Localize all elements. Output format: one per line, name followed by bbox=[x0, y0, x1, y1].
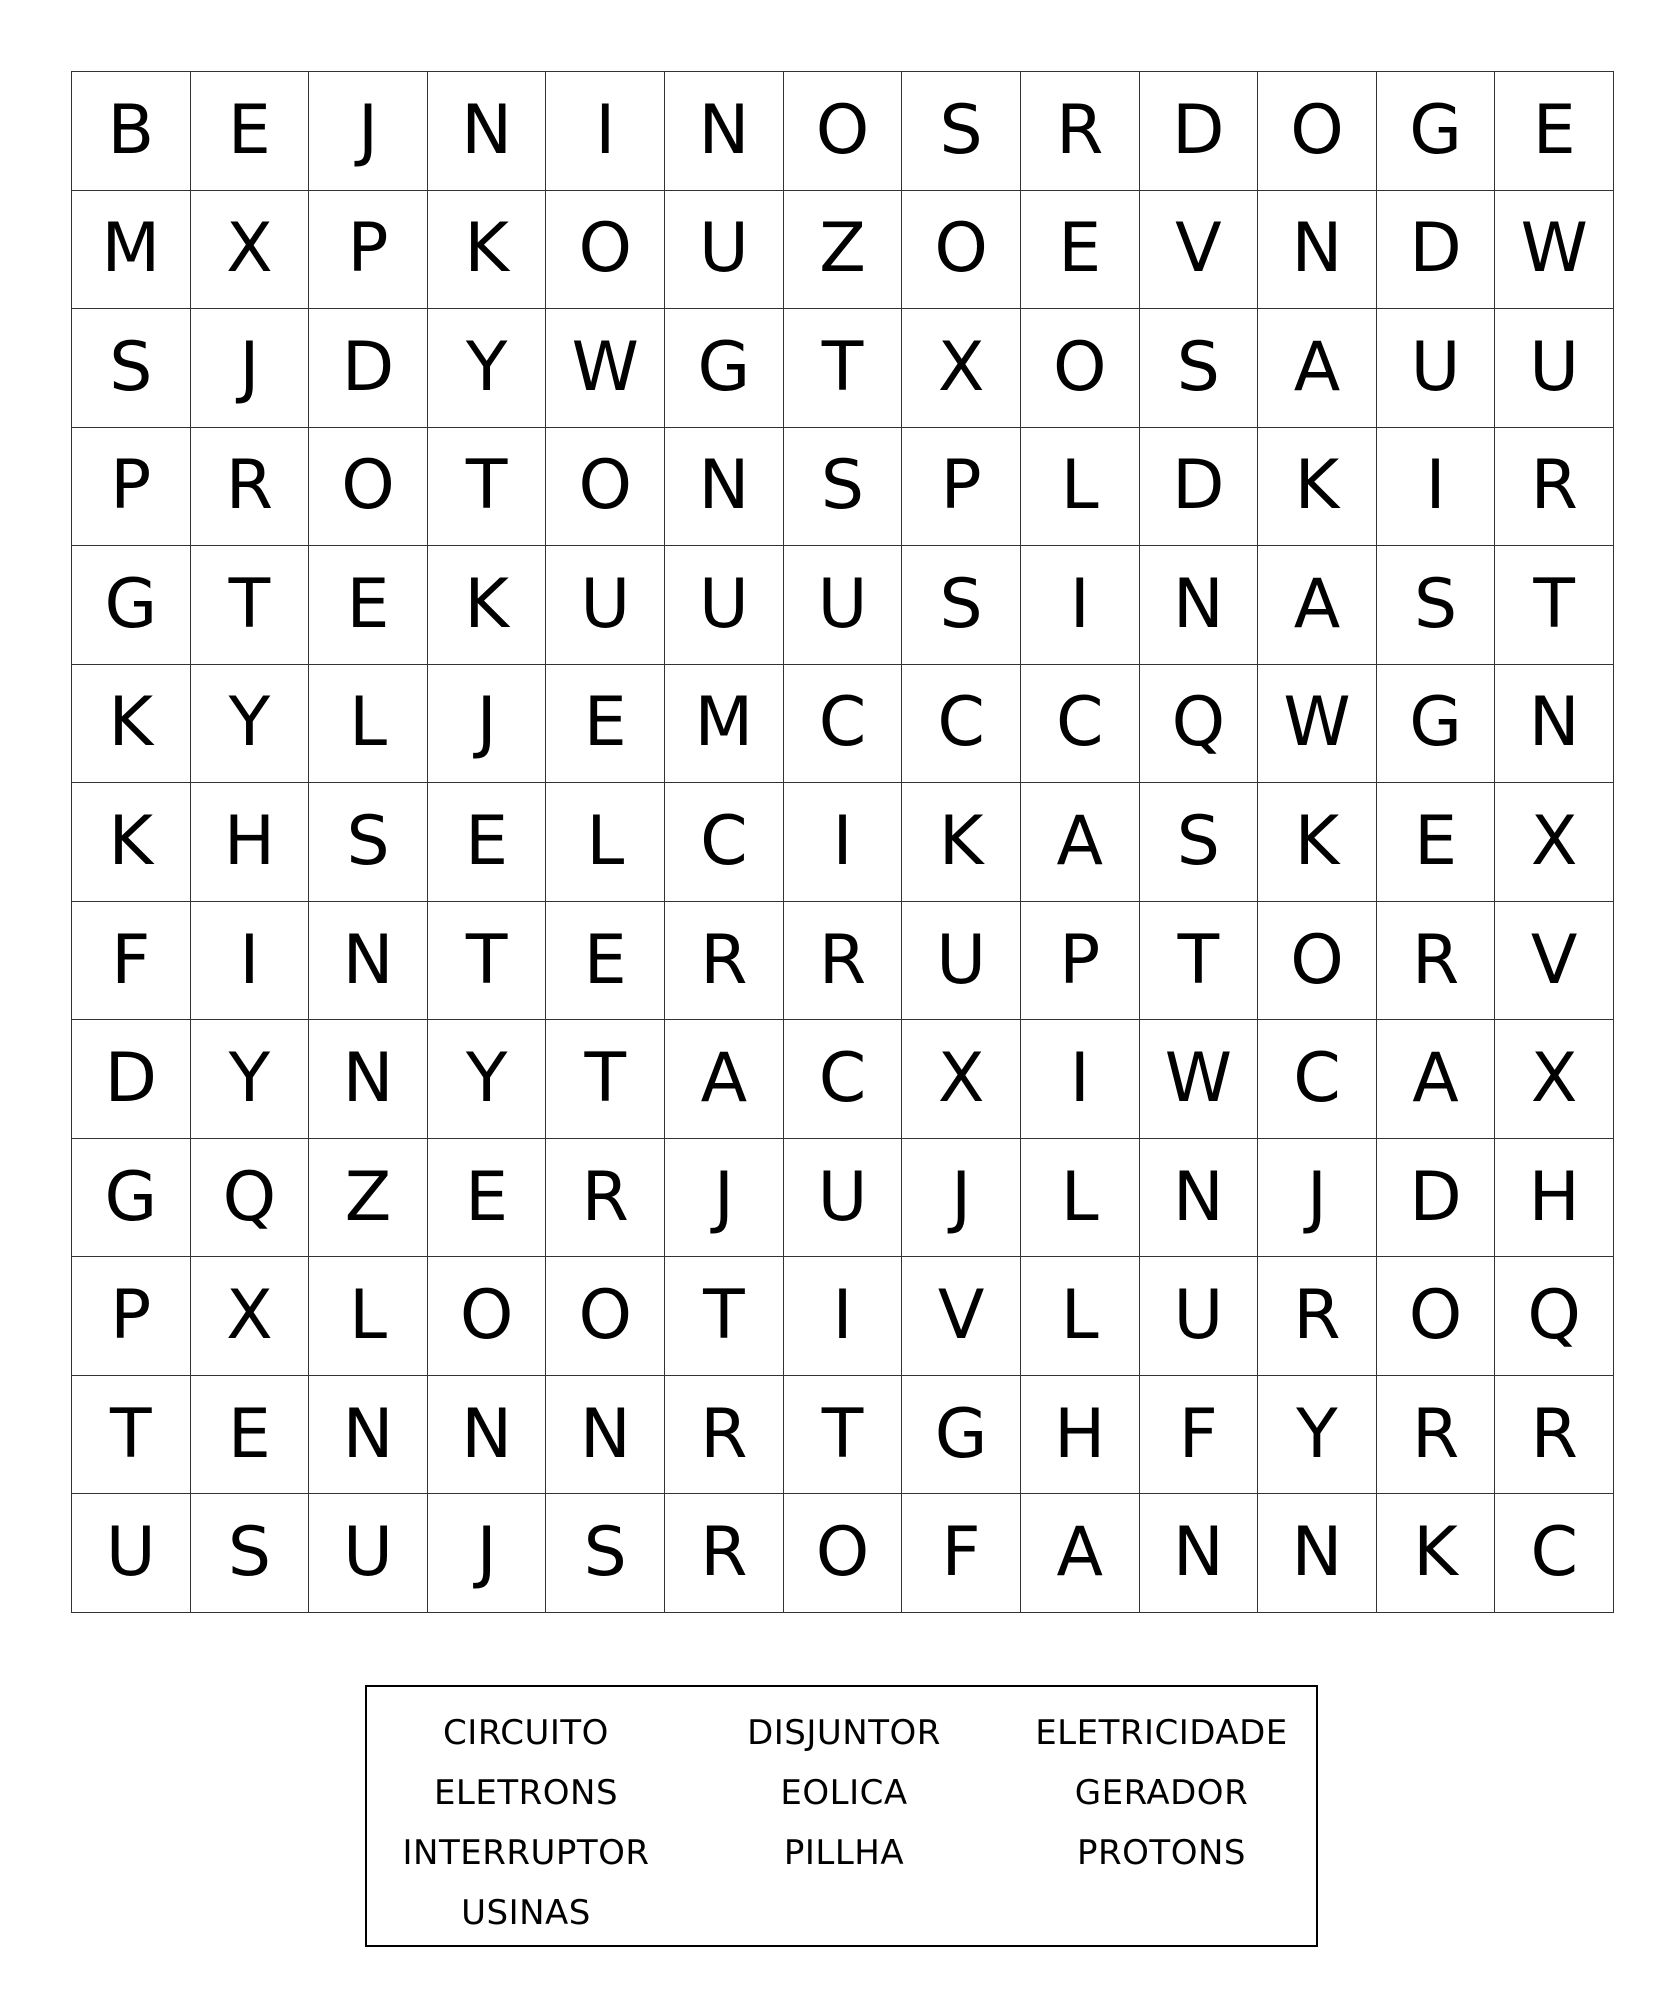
grid-cell[interactable]: N bbox=[1140, 1494, 1259, 1613]
grid-cell[interactable]: N bbox=[309, 1376, 428, 1495]
grid-cell[interactable]: E bbox=[428, 1139, 547, 1258]
grid-cell[interactable]: O bbox=[546, 1257, 665, 1376]
grid-cell[interactable]: D bbox=[309, 309, 428, 428]
grid-cell[interactable]: K bbox=[1258, 428, 1377, 547]
grid-cell[interactable]: X bbox=[1495, 1020, 1614, 1139]
grid-cell[interactable]: O bbox=[309, 428, 428, 547]
grid-cell[interactable]: N bbox=[428, 72, 547, 191]
grid-cell[interactable]: Y bbox=[1258, 1376, 1377, 1495]
grid-cell[interactable]: H bbox=[191, 783, 310, 902]
word-bank-item: DISJUNTOR bbox=[747, 1713, 941, 1753]
grid-cell[interactable]: L bbox=[309, 665, 428, 784]
grid-cell[interactable]: L bbox=[309, 1257, 428, 1376]
grid-cell[interactable]: O bbox=[1021, 309, 1140, 428]
grid-cell[interactable]: S bbox=[902, 72, 1021, 191]
grid-cell[interactable]: I bbox=[784, 783, 903, 902]
grid-cell[interactable]: S bbox=[72, 309, 191, 428]
grid-cell[interactable]: F bbox=[902, 1494, 1021, 1613]
grid-cell[interactable]: R bbox=[1021, 72, 1140, 191]
grid-cell[interactable]: G bbox=[902, 1376, 1021, 1495]
grid-cell[interactable]: U bbox=[546, 546, 665, 665]
grid-cell[interactable]: K bbox=[428, 546, 547, 665]
word-bank-item: PROTONS bbox=[1077, 1833, 1246, 1873]
grid-cell[interactable]: G bbox=[1377, 665, 1496, 784]
grid-cell[interactable]: R bbox=[1495, 1376, 1614, 1495]
grid-cell[interactable]: E bbox=[546, 902, 665, 1021]
grid-cell[interactable]: T bbox=[546, 1020, 665, 1139]
grid-cell[interactable]: C bbox=[1495, 1494, 1614, 1613]
grid-cell[interactable]: U bbox=[784, 1139, 903, 1258]
grid-cell[interactable]: O bbox=[1377, 1257, 1496, 1376]
grid-cell[interactable]: R bbox=[1495, 428, 1614, 547]
grid-cell[interactable]: R bbox=[1377, 902, 1496, 1021]
grid-cell[interactable]: A bbox=[665, 1020, 784, 1139]
grid-cell[interactable]: H bbox=[1495, 1139, 1614, 1258]
grid-cell[interactable]: U bbox=[1140, 1257, 1259, 1376]
grid-cell[interactable]: P bbox=[309, 191, 428, 310]
grid-cell[interactable]: V bbox=[902, 1257, 1021, 1376]
grid-cell[interactable]: G bbox=[1377, 72, 1496, 191]
grid-cell[interactable]: S bbox=[1140, 309, 1259, 428]
grid-cell[interactable]: R bbox=[191, 428, 310, 547]
grid-cell[interactable]: T bbox=[1140, 902, 1259, 1021]
grid-cell[interactable]: Y bbox=[191, 1020, 310, 1139]
grid-cell[interactable]: J bbox=[428, 1494, 547, 1613]
grid-cell[interactable]: C bbox=[784, 665, 903, 784]
grid-cell[interactable]: I bbox=[784, 1257, 903, 1376]
grid-cell[interactable]: K bbox=[1377, 1494, 1496, 1613]
grid-cell[interactable]: Z bbox=[784, 191, 903, 310]
grid-cell[interactable]: Y bbox=[428, 309, 547, 428]
grid-cell[interactable]: J bbox=[1258, 1139, 1377, 1258]
grid-cell[interactable]: U bbox=[784, 546, 903, 665]
grid-cell[interactable]: S bbox=[784, 428, 903, 547]
grid-cell[interactable]: E bbox=[309, 546, 428, 665]
grid-cell[interactable]: E bbox=[428, 783, 547, 902]
grid-cell[interactable]: J bbox=[191, 309, 310, 428]
grid-cell[interactable]: U bbox=[309, 1494, 428, 1613]
word-bank-item: ELETRONS bbox=[433, 1773, 619, 1813]
grid-cell[interactable]: C bbox=[665, 783, 784, 902]
grid-cell[interactable]: X bbox=[1495, 783, 1614, 902]
grid-cell[interactable]: R bbox=[1258, 1257, 1377, 1376]
grid-cell[interactable]: U bbox=[665, 546, 784, 665]
grid-cell[interactable]: O bbox=[784, 72, 903, 191]
grid-cell[interactable]: O bbox=[1258, 72, 1377, 191]
grid-cell[interactable]: R bbox=[665, 1376, 784, 1495]
grid-cell[interactable]: C bbox=[1021, 665, 1140, 784]
grid-cell[interactable]: K bbox=[1258, 783, 1377, 902]
grid-cell[interactable]: W bbox=[546, 309, 665, 428]
grid-cell[interactable]: A bbox=[1258, 309, 1377, 428]
grid-cell[interactable]: T bbox=[191, 546, 310, 665]
grid-cell[interactable]: R bbox=[1377, 1376, 1496, 1495]
grid-cell[interactable]: U bbox=[1495, 309, 1614, 428]
grid-cell[interactable]: T bbox=[72, 1376, 191, 1495]
grid-cell[interactable]: T bbox=[428, 428, 547, 547]
grid-cell[interactable]: N bbox=[309, 902, 428, 1021]
grid-cell[interactable]: A bbox=[1258, 546, 1377, 665]
word-list bbox=[367, 1703, 1316, 1943]
grid-cell[interactable]: Z bbox=[309, 1139, 428, 1258]
word-bank-item: ELETRICIDADE bbox=[1035, 1713, 1288, 1753]
grid-cell[interactable]: D bbox=[1377, 1139, 1496, 1258]
grid-cell[interactable]: Y bbox=[191, 665, 310, 784]
grid-cell[interactable]: D bbox=[1140, 428, 1259, 547]
grid-cell[interactable]: Q bbox=[1140, 665, 1259, 784]
grid-cell[interactable]: O bbox=[428, 1257, 547, 1376]
grid-cell[interactable]: N bbox=[1258, 1494, 1377, 1613]
word-bank-item: EOLICA bbox=[780, 1773, 908, 1813]
grid-cell[interactable]: P bbox=[1021, 902, 1140, 1021]
word-bank-item: GERADOR bbox=[1074, 1773, 1249, 1813]
grid-cell[interactable]: J bbox=[428, 665, 547, 784]
grid-cell[interactable]: E bbox=[1021, 191, 1140, 310]
grid-cell[interactable]: G bbox=[665, 309, 784, 428]
grid-cell[interactable]: K bbox=[428, 191, 547, 310]
grid-cell[interactable]: O bbox=[546, 428, 665, 547]
grid-cell[interactable]: G bbox=[72, 546, 191, 665]
grid-cell[interactable]: A bbox=[1377, 1020, 1496, 1139]
grid-cell[interactable]: X bbox=[191, 1257, 310, 1376]
grid-cell[interactable]: O bbox=[784, 1494, 903, 1613]
grid-cell[interactable]: J bbox=[665, 1139, 784, 1258]
grid-cell[interactable]: D bbox=[1377, 191, 1496, 310]
grid-cell[interactable]: C bbox=[902, 665, 1021, 784]
grid-cell[interactable]: L bbox=[1021, 1139, 1140, 1258]
grid-cell[interactable]: W bbox=[1140, 1020, 1259, 1139]
grid-cell[interactable]: J bbox=[309, 72, 428, 191]
grid-cell[interactable]: L bbox=[1021, 1257, 1140, 1376]
grid-cell[interactable]: E bbox=[1495, 72, 1614, 191]
word-bank-item: INTERRUPTOR bbox=[402, 1833, 650, 1873]
grid-cell[interactable]: R bbox=[665, 902, 784, 1021]
grid-cell[interactable]: E bbox=[191, 1376, 310, 1495]
grid-cell[interactable]: N bbox=[665, 428, 784, 547]
grid-cell[interactable]: I bbox=[546, 72, 665, 191]
grid-cell[interactable]: X bbox=[902, 309, 1021, 428]
grid-cell[interactable]: I bbox=[191, 902, 310, 1021]
grid-cell[interactable]: U bbox=[1377, 309, 1496, 428]
grid-cell[interactable]: B bbox=[72, 72, 191, 191]
word-bank-item: USINAS bbox=[461, 1893, 591, 1933]
grid-cell[interactable]: S bbox=[309, 783, 428, 902]
grid-cell[interactable]: M bbox=[665, 665, 784, 784]
grid-cell[interactable]: T bbox=[428, 902, 547, 1021]
grid-cell[interactable]: V bbox=[1495, 902, 1614, 1021]
grid-cell[interactable]: F bbox=[1140, 1376, 1259, 1495]
word-bank bbox=[365, 1685, 1318, 1947]
grid-cell[interactable]: H bbox=[1021, 1376, 1140, 1495]
word-bank-item: CIRCUITO bbox=[443, 1713, 609, 1753]
grid-cell[interactable]: K bbox=[902, 783, 1021, 902]
grid-cell[interactable]: T bbox=[784, 1376, 903, 1495]
grid-cell[interactable]: R bbox=[784, 902, 903, 1021]
grid-cell[interactable]: Q bbox=[191, 1139, 310, 1258]
grid-cell[interactable]: N bbox=[428, 1376, 547, 1495]
grid-cell[interactable]: X bbox=[191, 191, 310, 310]
grid-cell[interactable]: N bbox=[665, 72, 784, 191]
grid-cell[interactable]: I bbox=[1021, 546, 1140, 665]
grid-cell[interactable]: A bbox=[1021, 783, 1140, 902]
grid-cell[interactable]: P bbox=[72, 1257, 191, 1376]
grid-cell[interactable]: E bbox=[546, 665, 665, 784]
word-bank-item: PILLHA bbox=[783, 1833, 905, 1873]
grid-cell[interactable]: U bbox=[665, 191, 784, 310]
grid-cell[interactable]: M bbox=[72, 191, 191, 310]
grid-cell[interactable]: N bbox=[1140, 546, 1259, 665]
grid-cell[interactable]: A bbox=[1021, 1494, 1140, 1613]
grid-cell[interactable]: S bbox=[1140, 783, 1259, 902]
grid-cell[interactable]: K bbox=[72, 665, 191, 784]
grid-cell[interactable]: C bbox=[784, 1020, 903, 1139]
grid-cell[interactable]: J bbox=[902, 1139, 1021, 1258]
grid-cell[interactable]: G bbox=[72, 1139, 191, 1258]
grid-cell[interactable]: U bbox=[72, 1494, 191, 1613]
grid-cell[interactable]: I bbox=[1021, 1020, 1140, 1139]
grid-cell[interactable]: N bbox=[1140, 1139, 1259, 1258]
grid-cell[interactable]: N bbox=[1258, 191, 1377, 310]
grid-cell[interactable]: N bbox=[546, 1376, 665, 1495]
letter-grid bbox=[71, 71, 1614, 1613]
grid-cell[interactable]: E bbox=[191, 72, 310, 191]
grid-cell[interactable]: Y bbox=[428, 1020, 547, 1139]
grid-cell[interactable]: S bbox=[191, 1494, 310, 1613]
grid-cell[interactable]: T bbox=[784, 309, 903, 428]
grid-cell[interactable]: S bbox=[902, 546, 1021, 665]
grid-cell[interactable]: D bbox=[1140, 72, 1259, 191]
grid-cell[interactable]: P bbox=[902, 428, 1021, 547]
grid-cell[interactable]: S bbox=[546, 1494, 665, 1613]
grid-cell[interactable]: O bbox=[546, 191, 665, 310]
grid-cell[interactable]: I bbox=[1377, 428, 1496, 547]
grid-cell[interactable]: O bbox=[902, 191, 1021, 310]
grid-cell[interactable]: O bbox=[1258, 902, 1377, 1021]
grid-cell[interactable]: R bbox=[665, 1494, 784, 1613]
grid-cell[interactable]: R bbox=[546, 1139, 665, 1258]
grid-cell[interactable]: W bbox=[1258, 665, 1377, 784]
grid-cell[interactable]: N bbox=[1495, 665, 1614, 784]
grid-cell[interactable]: C bbox=[1258, 1020, 1377, 1139]
grid-cell[interactable]: V bbox=[1140, 191, 1259, 310]
grid-cell[interactable]: T bbox=[1495, 546, 1614, 665]
grid-cell[interactable]: U bbox=[902, 902, 1021, 1021]
grid-cell[interactable]: N bbox=[309, 1020, 428, 1139]
grid-cell[interactable]: X bbox=[902, 1020, 1021, 1139]
grid-cell[interactable]: K bbox=[72, 783, 191, 902]
grid-cell[interactable]: L bbox=[546, 783, 665, 902]
grid-cell[interactable]: T bbox=[665, 1257, 784, 1376]
grid-cell[interactable]: E bbox=[1377, 783, 1496, 902]
grid-cell[interactable]: F bbox=[72, 902, 191, 1021]
grid-cell[interactable]: W bbox=[1495, 191, 1614, 310]
grid-cell[interactable]: Q bbox=[1495, 1257, 1614, 1376]
grid-cell[interactable]: D bbox=[72, 1020, 191, 1139]
grid-cell[interactable]: P bbox=[72, 428, 191, 547]
grid-cell[interactable]: S bbox=[1377, 546, 1496, 665]
grid-cell[interactable]: L bbox=[1021, 428, 1140, 547]
